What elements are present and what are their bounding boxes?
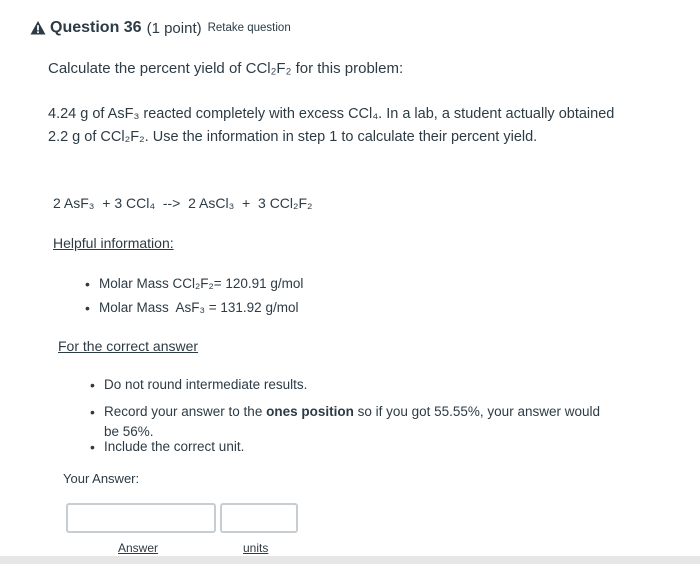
question-prompt: Calculate the percent yield of CCl₂F₂ for this problem: <box>48 60 404 77</box>
record-ones-position: ones position <box>266 404 354 419</box>
answer-input[interactable] <box>66 503 216 533</box>
problem-text: 4.24 g of AsF₃ reacted completely with excess CCl₄. In a lab, a student actually obtained 2.2 g of CCl₂F₂. Use the information in step 1 to calculate their percent yield. <box>48 106 615 145</box>
list-item-molar-mass-ccl2f2: • Molar Mass CCl₂F₂= 120.91 g/mol <box>99 276 303 291</box>
bottom-divider <box>0 556 700 564</box>
retake-question-label: Retake question <box>207 22 291 34</box>
question-points: (1 point) <box>146 19 202 37</box>
list-item-include-unit: • Include the correct unit. <box>104 439 244 454</box>
question-header <box>30 16 291 40</box>
list-item-no-rounding: • Do not round intermediate results. <box>104 377 307 392</box>
your-answer-label: Your Answer: <box>63 471 140 486</box>
answer-caption: Answer <box>118 541 159 555</box>
record-suffix: so if you got 55.55%, your answer would be 56%. <box>104 404 600 439</box>
correct-answer-heading: For the correct answer <box>58 338 199 354</box>
helpful-information-heading: Helpful information: <box>53 235 174 251</box>
record-prefix: Record your answer to the <box>104 404 267 419</box>
units-caption: units <box>243 541 269 555</box>
list-item-molar-mass-asf3: • Molar Mass AsF₃ = 131.92 g/mol <box>99 300 298 315</box>
units-input[interactable] <box>220 503 298 533</box>
chemical-equation: 2 AsF₃ + 3 CCl₄ --> 2 AsCl₃ + 3 CCl₂F₂ <box>53 195 313 211</box>
list-item-record-ones <box>104 402 614 442</box>
warning-triangle-icon <box>30 20 46 36</box>
question-title: Question 36 <box>50 19 142 36</box>
